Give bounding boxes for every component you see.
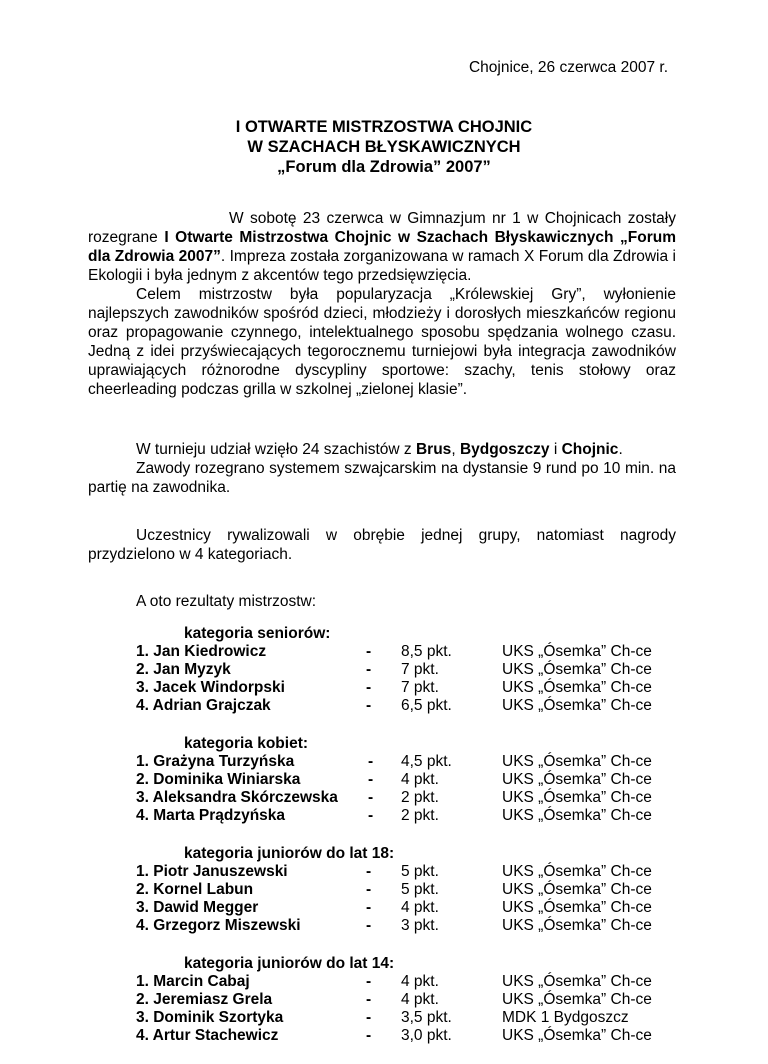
player-name: 3. Dominik Szortyka — [136, 1009, 284, 1026]
player-name: 2. Dominika Winiarska — [136, 771, 301, 788]
player-club: MDK 1 Bydgoszcz — [502, 1009, 629, 1026]
results-intro: A oto rezultaty mistrzostw: — [136, 593, 317, 610]
paragraph-4: Zawody rozegrano systemem szwajcarskim na dystansie 9 rund po 10 min. na partię na zawodnika. — [88, 460, 676, 496]
player-points: 7 pkt. — [401, 661, 439, 678]
paragraph-3-sep-1: , — [451, 441, 460, 458]
dash: - — [366, 917, 372, 934]
player-club: UKS „Ósemka” Ch-ce — [502, 661, 652, 678]
player-club: UKS „Ósemka” Ch-ce — [502, 973, 652, 990]
city-chojnice: Chojnic — [561, 441, 619, 458]
player-name: 2. Jeremiasz Grela — [136, 991, 273, 1008]
dash: - — [366, 643, 372, 660]
paragraph-1-text-a: W sobotę 23 czerwca w Gimnazjum nr 1 w Chojnicach zostały rozegrane — [88, 210, 676, 246]
player-points: 3 pkt. — [401, 917, 439, 934]
result-row — [136, 771, 676, 789]
dash: - — [366, 697, 372, 714]
categories-note — [88, 526, 676, 564]
player-club: UKS „Ósemka” Ch-ce — [502, 917, 652, 934]
result-row — [136, 1009, 676, 1027]
player-name: 1. Grażyna Turzyńska — [136, 753, 295, 770]
participants-section — [88, 440, 676, 497]
player-points: 7 pkt. — [401, 679, 439, 696]
dash: - — [368, 771, 374, 788]
player-name: 1. Piotr Januszewski — [136, 863, 288, 880]
result-row — [136, 807, 676, 825]
player-points: 4 pkt. — [401, 991, 439, 1008]
dash: - — [366, 1027, 372, 1044]
category-juniors-14 — [136, 954, 676, 1045]
player-name: 1. Marcin Cabaj — [136, 973, 250, 990]
result-row — [136, 753, 676, 771]
results-list — [136, 624, 676, 1064]
document-title — [0, 117, 768, 177]
paragraph-3 — [88, 440, 676, 459]
result-row — [136, 643, 676, 661]
category-seniors — [136, 624, 676, 715]
player-name: 3. Jacek Windorpski — [136, 679, 285, 696]
result-row — [136, 679, 676, 697]
player-club: UKS „Ósemka” Ch-ce — [502, 771, 652, 788]
result-row — [136, 881, 676, 899]
player-club: UKS „Ósemka” Ch-ce — [502, 679, 652, 696]
paragraph-3-sep-2: i — [549, 441, 562, 458]
player-club: UKS „Ósemka” Ch-ce — [502, 1027, 652, 1044]
intro-section — [88, 209, 676, 399]
tournament-name: I Otwarte Mistrzostwa Chojnic w Szachach Błyskawicznych „Forum dla Zdrowia 2007” — [88, 229, 676, 265]
player-points: 4,5 pkt. — [401, 753, 452, 770]
category-title: kategoria kobiet: — [184, 735, 309, 752]
paragraph-3-end: . — [618, 441, 623, 458]
player-name: 3. Aleksandra Skórczewska — [136, 789, 338, 806]
player-points: 8,5 pkt. — [401, 643, 452, 660]
player-club: UKS „Ósemka” Ch-ce — [502, 863, 652, 880]
player-name: 2. Kornel Labun — [136, 881, 254, 898]
category-title: kategoria juniorów do lat 14: — [184, 955, 395, 972]
result-row — [136, 917, 676, 935]
paragraph-2: Celem mistrzostw była popularyzacja „Królewskiej Gry”, wyłonienie najlepszych zawodników spośród dzieci, młodzieży i dorosłych mieszkańców regionu oraz propagowanie czynnego, intelektualnego sposobu spędzania wolnego czasu. Jedną z idei przyświecających tegorocznemu turniejowi była integracja zawodników uprawiających różnorodne dyscypliny sportowe: szachy, tenis stołowy oraz cheerleading podczas grilla w szkolnej „zielonej klasie”. — [88, 286, 676, 398]
title-line-2: W SZACHACH BŁYSKAWICZNYCH — [247, 138, 521, 156]
dash: - — [366, 679, 372, 696]
paragraph-1-text-c: . Impreza została zorganizowana w ramach X Forum dla Zdrowia i Ekologii i była jednym z akcentów tego przedsięwzięcia. — [88, 248, 676, 284]
category-women — [136, 734, 676, 825]
title-line-3: „Forum dla Zdrowia” 2007” — [277, 158, 491, 176]
player-name: 4. Adrian Grajczak — [136, 697, 271, 714]
player-club: UKS „Ósemka” Ch-ce — [502, 753, 652, 770]
player-club: UKS „Ósemka” Ch-ce — [502, 643, 652, 660]
result-row — [136, 1027, 676, 1045]
dash: - — [366, 881, 372, 898]
player-club: UKS „Ósemka” Ch-ce — [502, 899, 652, 916]
player-club: UKS „Ósemka” Ch-ce — [502, 807, 652, 824]
dash: - — [366, 863, 372, 880]
city-bydgoszcz: Bydgoszczy — [459, 441, 550, 458]
category-juniors-18 — [136, 844, 676, 935]
category-title: kategoria juniorów do lat 18: — [184, 845, 395, 862]
player-points: 3,5 pkt. — [401, 1009, 452, 1026]
result-row — [136, 697, 676, 715]
result-row — [136, 899, 676, 917]
dash: - — [366, 1009, 372, 1026]
player-points: 4 pkt. — [401, 973, 439, 990]
player-name: 3. Dawid Megger — [136, 899, 259, 916]
dash: - — [368, 789, 374, 806]
player-name: 4. Marta Prądzyńska — [136, 807, 286, 824]
dash: - — [368, 807, 374, 824]
paragraph-5: Uczestnicy rywalizowali w obrębie jednej grupy, natomiast nagrody przydzielono w 4 kategoriach. — [88, 527, 676, 563]
dash: - — [366, 991, 372, 1008]
player-points: 4 pkt. — [401, 899, 439, 916]
city-brus: Brus — [415, 441, 452, 458]
player-points: 4 pkt. — [401, 771, 439, 788]
player-points: 2 pkt. — [401, 789, 439, 806]
dash: - — [366, 899, 372, 916]
title-line-1: I OTWARTE MISTRZOSTWA CHOJNIC — [235, 118, 533, 136]
result-row — [136, 973, 676, 991]
player-points: 6,5 pkt. — [401, 697, 452, 714]
dash: - — [366, 661, 372, 678]
category-title: kategoria seniorów: — [184, 625, 331, 642]
document-date: Chojnice, 26 czerwca 2007 r. — [468, 59, 668, 76]
player-points: 2 pkt. — [401, 807, 439, 824]
player-club: UKS „Ósemka” Ch-ce — [502, 789, 652, 806]
player-club: UKS „Ósemka” Ch-ce — [502, 881, 652, 898]
dash: - — [368, 753, 374, 770]
player-name: 4. Artur Stachewicz — [136, 1027, 279, 1044]
result-row — [136, 863, 676, 881]
player-club: UKS „Ósemka” Ch-ce — [502, 991, 652, 1008]
result-row — [136, 789, 676, 807]
paragraph-3-text: W turnieju udział wzięło 24 szachistów z — [136, 441, 416, 458]
player-name: 1. Jan Kiedrowicz — [136, 643, 267, 660]
paragraph-1 — [88, 209, 676, 285]
player-points: 3,0 pkt. — [401, 1027, 452, 1044]
player-name: 4. Grzegorz Miszewski — [136, 917, 301, 934]
player-club: UKS „Ósemka” Ch-ce — [502, 697, 652, 714]
result-row — [136, 661, 676, 679]
player-points: 5 pkt. — [401, 863, 439, 880]
dash: - — [366, 973, 372, 990]
player-points: 5 pkt. — [401, 881, 439, 898]
player-name: 2. Jan Myzyk — [136, 661, 231, 678]
